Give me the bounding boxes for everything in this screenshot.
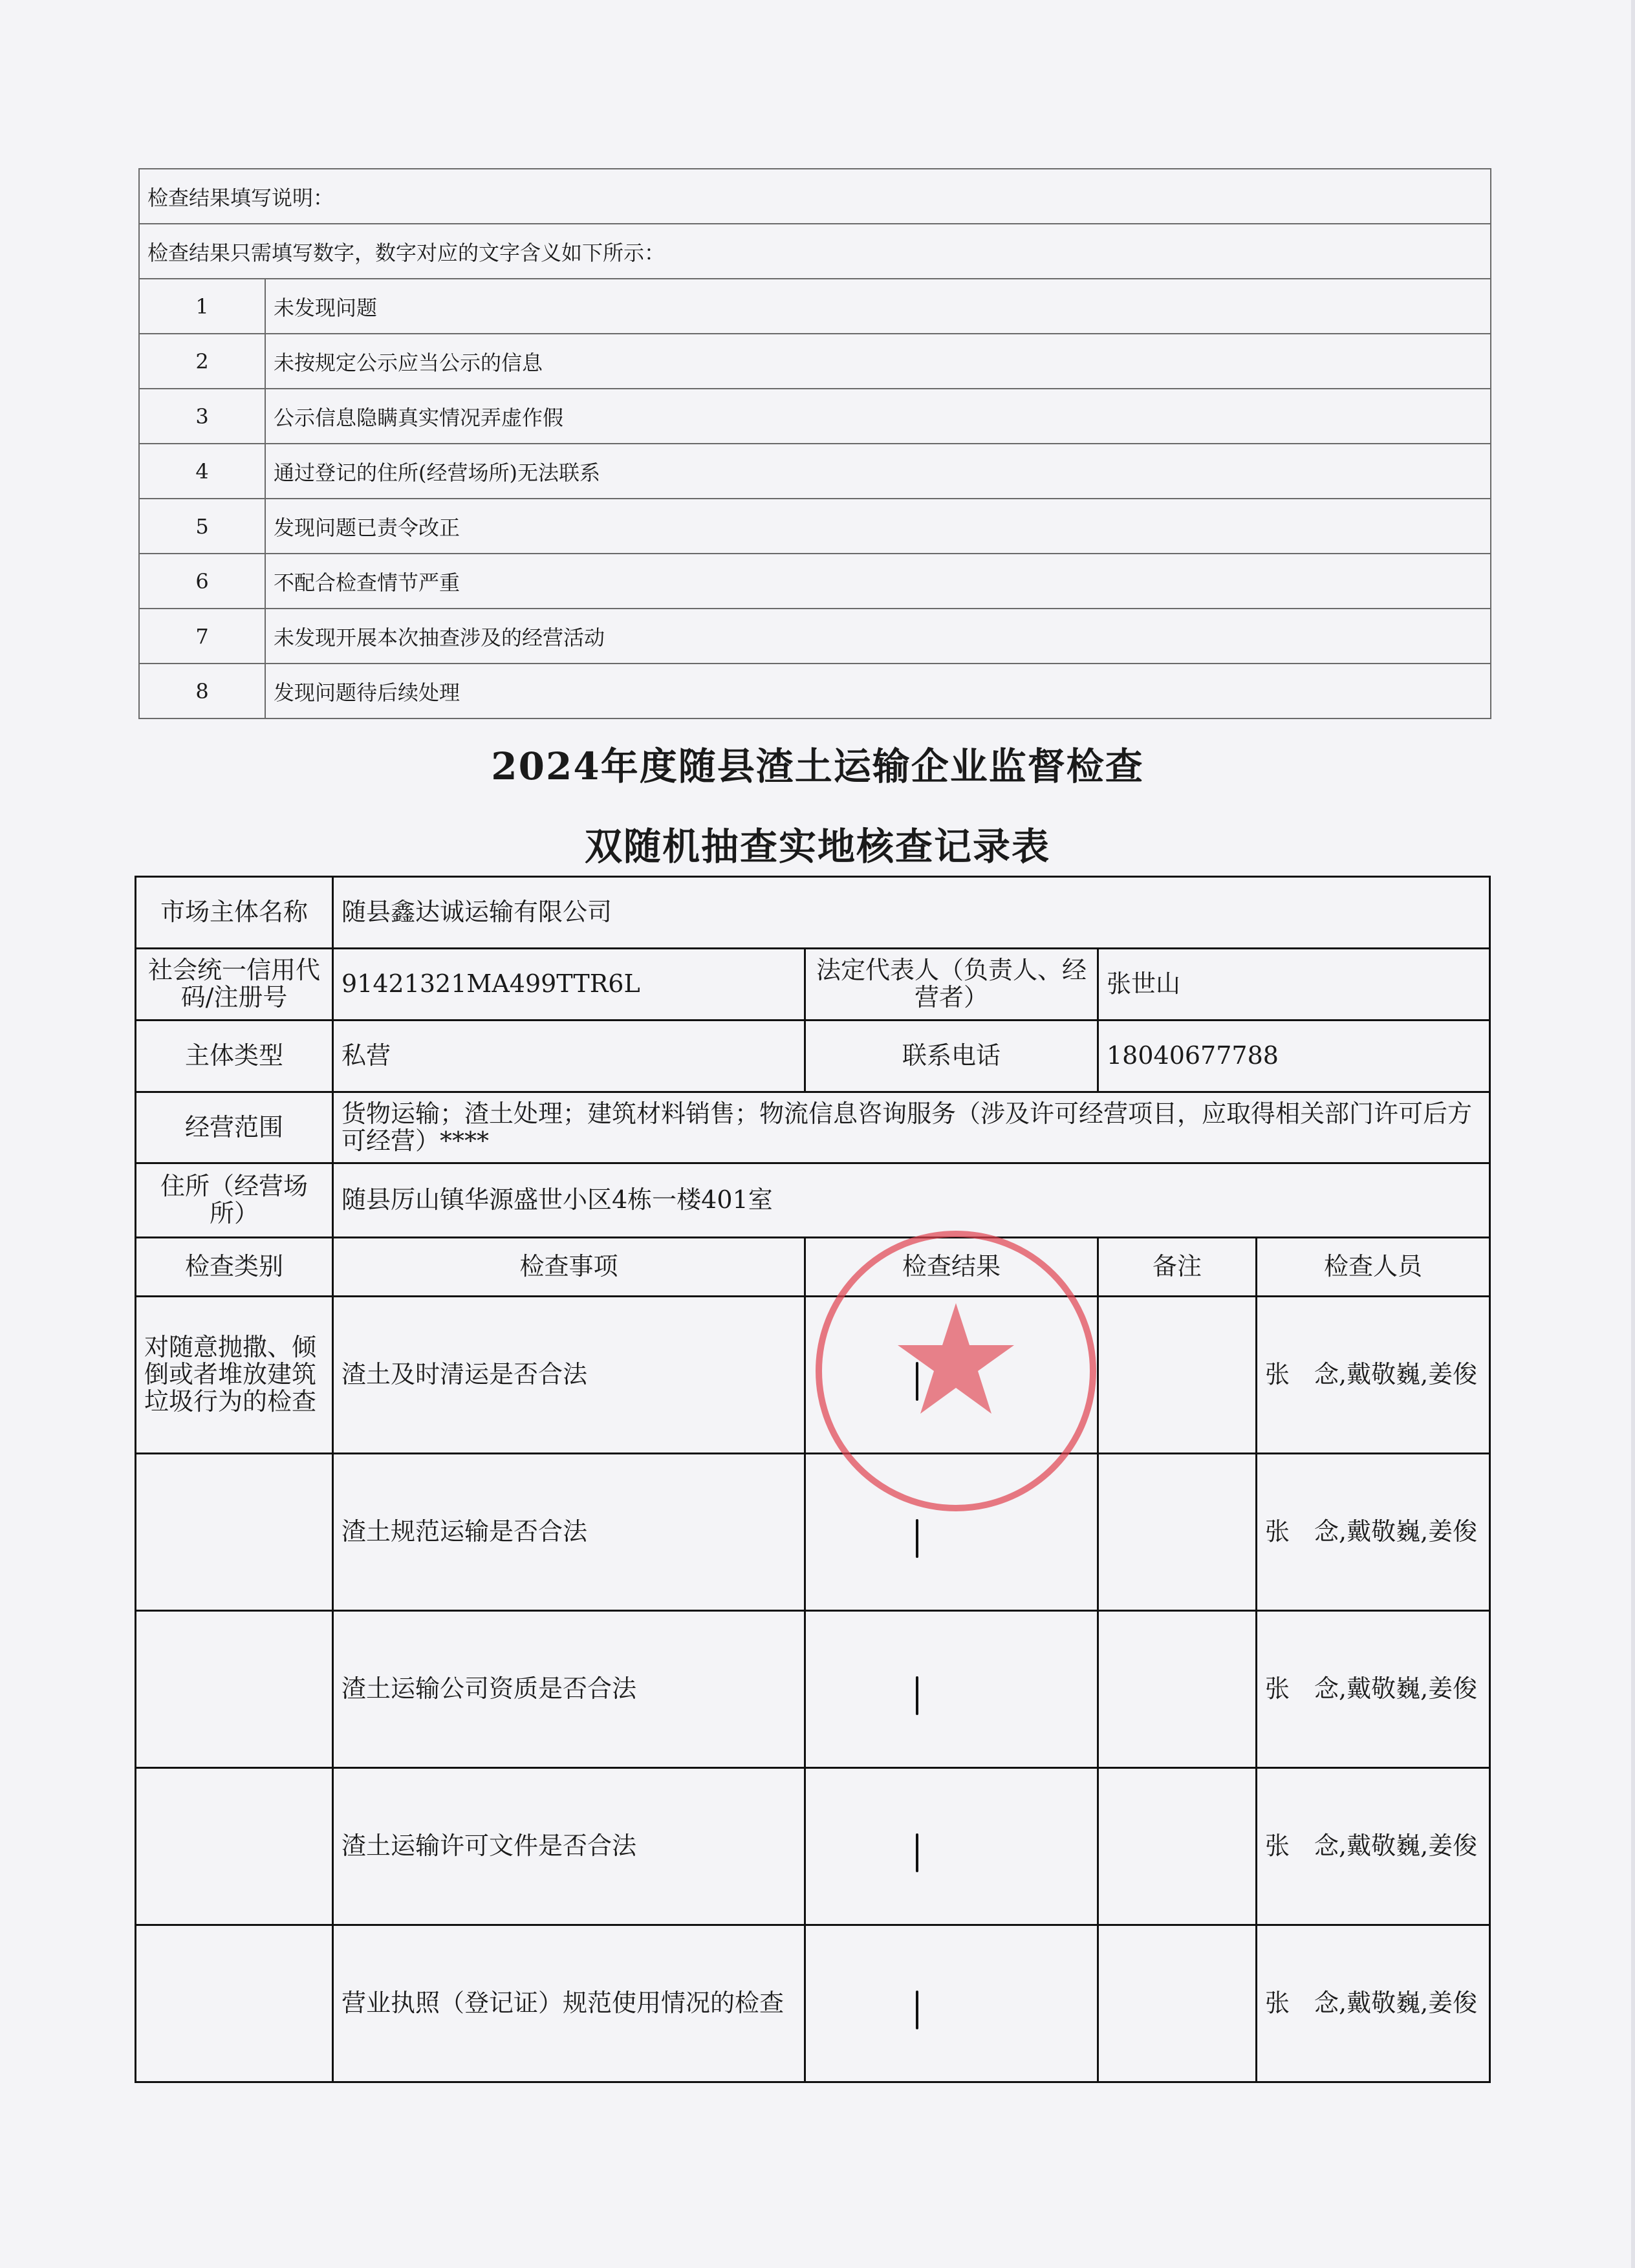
- legend-row: [139, 279, 1491, 334]
- header-item: 检查事项: [333, 1238, 805, 1297]
- legend-row: [139, 334, 1491, 389]
- legend-row: [139, 609, 1491, 664]
- inspection-inspectors: 张 念,戴敬巍,姜俊: [1257, 1925, 1490, 2082]
- legend-text: 发现问题待后续处理: [265, 664, 1491, 718]
- address-row: [136, 1163, 1490, 1238]
- result-mark: [916, 1991, 918, 2029]
- entity-type-value: 私营: [333, 1021, 805, 1092]
- credit-code-label: 社会统一信用代码/注册号: [136, 949, 333, 1021]
- legend-text: 未发现开展本次抽查涉及的经营活动: [265, 609, 1491, 664]
- inspection-result: [805, 1454, 1098, 1611]
- inspection-result: [805, 1297, 1098, 1454]
- address-label: 住所（经营场所）: [136, 1163, 333, 1238]
- result-mark: [916, 1362, 918, 1401]
- legend-title: 检查结果填写说明：: [139, 169, 1491, 224]
- header-inspectors: 检查人员: [1257, 1238, 1490, 1297]
- legal-rep-value: 张世山: [1098, 949, 1490, 1021]
- legend-text: 未按规定公示应当公示的信息: [265, 334, 1491, 389]
- legend-table: [138, 168, 1491, 719]
- result-mark: [916, 1833, 918, 1872]
- result-mark: [916, 1676, 918, 1715]
- inspection-row: [136, 1768, 1490, 1925]
- inspection-row: [136, 1454, 1490, 1611]
- inspection-category-empty: [136, 1768, 333, 1925]
- inspection-result: [805, 1925, 1098, 2082]
- inspection-note: [1098, 1297, 1257, 1454]
- record-table: [135, 876, 1491, 2083]
- entity-type-row: [136, 1021, 1490, 1092]
- inspection-category: 对随意抛撒、倾倒或者堆放建筑垃圾行为的检查: [136, 1297, 333, 1454]
- legend-subtitle-row: [139, 224, 1491, 279]
- legend-text: 发现问题已责令改正: [265, 499, 1491, 554]
- business-scope-value: 货物运输；渣土处理；建筑材料销售；物流信息咨询服务（涉及许可经营项目，应取得相关部门许可后方可经营）****: [333, 1092, 1490, 1163]
- legend-title-row: [139, 169, 1491, 224]
- legend-code: 3: [139, 389, 265, 444]
- legend-text: 公示信息隐瞒真实情况弄虚作假: [265, 389, 1491, 444]
- header-note: 备注: [1098, 1238, 1257, 1297]
- phone-value: 18040677788: [1098, 1021, 1490, 1092]
- inspection-item: 渣土运输许可文件是否合法: [333, 1768, 805, 1925]
- entity-name-row: [136, 877, 1490, 949]
- legend-code: 1: [139, 279, 265, 334]
- inspection-item: 渣土及时清运是否合法: [333, 1297, 805, 1454]
- entity-name-value: 随县鑫达诚运输有限公司: [333, 877, 1490, 949]
- inspection-row: [136, 1297, 1490, 1454]
- address-value: 随县厉山镇华源盛世小区4栋一楼401室: [333, 1163, 1490, 1238]
- inspection-row: [136, 1925, 1490, 2082]
- inspection-result: [805, 1768, 1098, 1925]
- inspection-inspectors: 张 念,戴敬巍,姜俊: [1257, 1454, 1490, 1611]
- legend-code: 7: [139, 609, 265, 664]
- credit-code-value: 91421321MA499TTR6L: [333, 949, 805, 1021]
- inspection-inspectors: 张 念,戴敬巍,姜俊: [1257, 1611, 1490, 1768]
- inspection-note: [1098, 1611, 1257, 1768]
- legal-rep-label: 法定代表人（负责人、经营者）: [805, 949, 1098, 1021]
- legend-code: 5: [139, 499, 265, 554]
- legend-row: [139, 554, 1491, 609]
- inspection-note: [1098, 1454, 1257, 1611]
- phone-label: 联系电话: [805, 1021, 1098, 1092]
- header-result: 检查结果: [805, 1238, 1098, 1297]
- inspection-inspectors: 张 念,戴敬巍,姜俊: [1257, 1768, 1490, 1925]
- document-title-line2: 双随机抽查实地核查记录表: [584, 825, 1050, 869]
- credit-code-row: [136, 949, 1490, 1021]
- business-scope-row: [136, 1092, 1490, 1163]
- legend-code: 6: [139, 554, 265, 609]
- inspection-row: [136, 1611, 1490, 1768]
- legend-subtitle: 检查结果只需填写数字，数字对应的文字含义如下所示：: [139, 224, 1491, 279]
- result-mark: [916, 1519, 918, 1558]
- inspection-category-empty: [136, 1611, 333, 1768]
- legend-text: 未发现问题: [265, 279, 1491, 334]
- inspection-item: 渣土规范运输是否合法: [333, 1454, 805, 1611]
- inspection-note: [1098, 1768, 1257, 1925]
- inspection-result: [805, 1611, 1098, 1768]
- inspection-item: 营业执照（登记证）规范使用情况的检查: [333, 1925, 805, 2082]
- legend-row: [139, 389, 1491, 444]
- page-edge: [1631, 0, 1635, 2268]
- inspection-header-row: [136, 1238, 1490, 1297]
- legend-text: 通过登记的住所(经营场所)无法联系: [265, 444, 1491, 499]
- legend-code: 2: [139, 334, 265, 389]
- business-scope-label: 经营范围: [136, 1092, 333, 1163]
- legend-code: 8: [139, 664, 265, 718]
- entity-name-label: 市场主体名称: [136, 877, 333, 949]
- inspection-category-empty: [136, 1454, 333, 1611]
- legend-row: [139, 444, 1491, 499]
- legend-row: [139, 664, 1491, 718]
- legend-code: 4: [139, 444, 265, 499]
- inspection-inspectors: 张 念,戴敬巍,姜俊: [1257, 1297, 1490, 1454]
- legend-text: 不配合检查情节严重: [265, 554, 1491, 609]
- entity-type-label: 主体类型: [136, 1021, 333, 1092]
- legend-row: [139, 499, 1491, 554]
- document-title-line1: 2024年度随县渣土运输企业监督检查: [491, 744, 1144, 788]
- inspection-category-empty: [136, 1925, 333, 2082]
- inspection-item: 渣土运输公司资质是否合法: [333, 1611, 805, 1768]
- inspection-note: [1098, 1925, 1257, 2082]
- header-category: 检查类别: [136, 1238, 333, 1297]
